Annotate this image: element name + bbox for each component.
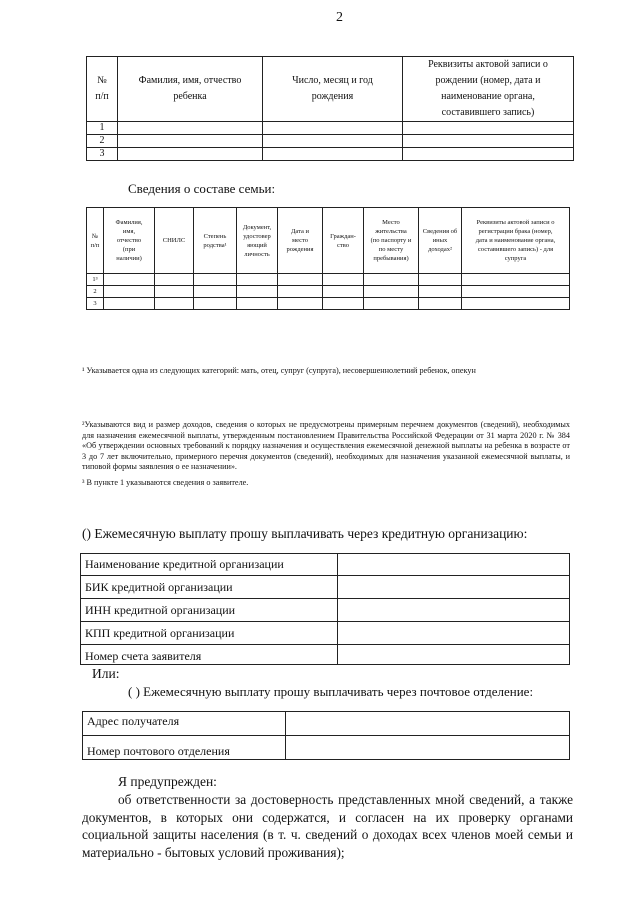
- table-cell[interactable]: [155, 298, 194, 310]
- table-cell[interactable]: [278, 274, 323, 286]
- footnote-2: ²Указываются вид и размер доходов, сведения о которых не предусмотрены примерным перечнем документов (сведений), необходимых для назначения ежемесячной выплаты, утвержденным постановлением Правительства Российской Федерации от 31 марта 2020 г. № 384 «Об утверждении основных требований к порядку назначения и осуществления ежемесячной денежной выплаты на ребенка в возрасте от 3 до 7 лет включительно, примерного перечня документов (сведений), необходимых для назначения указанной ежемесячной выплаты, и типовой формы заявления о ее назначении».: [82, 420, 570, 471]
- table-cell[interactable]: [323, 286, 364, 298]
- inn-field[interactable]: [338, 599, 570, 622]
- family-table: [86, 207, 570, 310]
- page-number: 2: [336, 10, 343, 25]
- credit-table: [80, 553, 570, 665]
- header-birth-date: Число, месяц и год рождения: [263, 57, 403, 122]
- table-cell[interactable]: [263, 148, 403, 161]
- table-cell[interactable]: [462, 298, 570, 310]
- post-table: [82, 711, 570, 760]
- family-heading: Сведения о составе семьи:: [128, 181, 276, 196]
- header-marriage-record: Реквизиты актовой записи о регистрации брака (номер, дата и наименование органа, составившего запись) - для супруга: [462, 208, 570, 274]
- table-cell[interactable]: [419, 298, 462, 310]
- table-cell[interactable]: [118, 135, 263, 148]
- post-office-label: Номер почтового отделения: [83, 736, 286, 760]
- table-cell[interactable]: [403, 135, 574, 148]
- post-office-field[interactable]: [286, 736, 570, 760]
- row-number: 2: [87, 135, 118, 148]
- bank-name-label: Наименование кредитной организации: [81, 554, 338, 576]
- address-field[interactable]: [286, 712, 570, 736]
- account-field[interactable]: [338, 645, 570, 665]
- table-cell[interactable]: [462, 286, 570, 298]
- header-snils: СНИЛС: [155, 208, 194, 274]
- responsibility-text: об ответственности за достоверность представленных мной сведений, а также документов, в которых они содержатся, и согласен на их проверку органами социальной защиты населения (в т. ч. сведений о доходах всех членов моей семьи и материально - бытовых условий проживания);: [82, 792, 573, 860]
- header-birth-date-place: Дата и место рождения: [278, 208, 323, 274]
- header-birth-record: Реквизиты актовой записи о рождении (номер, дата и наименование органа, составившего запись): [403, 57, 574, 122]
- table-cell[interactable]: [364, 274, 419, 286]
- footnote-3: ³ В пункте 1 указываются сведения о заявителе.: [82, 478, 249, 487]
- bank-name-field[interactable]: [338, 554, 570, 576]
- table-cell[interactable]: [364, 286, 419, 298]
- address-label: Адрес получателя: [83, 712, 286, 736]
- row-number: 1³: [87, 274, 104, 286]
- inn-label: ИНН кредитной организации: [81, 599, 338, 622]
- header-number: № п/п: [87, 57, 118, 122]
- table-cell[interactable]: [104, 298, 155, 310]
- or-text: Или:: [92, 666, 120, 681]
- footnote-1: ¹ Указывается одна из следующих категорий: мать, отец, супруг (супруга), несовершеннолетний ребенок, опекун: [82, 366, 476, 375]
- bik-label: БИК кредитной организации: [81, 576, 338, 599]
- table-cell[interactable]: [237, 298, 278, 310]
- header-child-name: Фамилия, имя, отчество ребенка: [118, 57, 263, 122]
- row-number: 3: [87, 148, 118, 161]
- credit-option-text[interactable]: () Ежемесячную выплату прошу выплачивать через кредитную организацию:: [82, 526, 528, 541]
- table-cell[interactable]: [194, 274, 237, 286]
- table-cell[interactable]: [118, 148, 263, 161]
- table-cell[interactable]: [104, 286, 155, 298]
- header-other-income: Сведения об иных доходах²: [419, 208, 462, 274]
- table-cell[interactable]: [403, 148, 574, 161]
- kpp-field[interactable]: [338, 622, 570, 645]
- warned-text: Я предупрежден:: [118, 774, 217, 789]
- header-citizenship: Граждан- ство: [323, 208, 364, 274]
- table-cell[interactable]: [194, 286, 237, 298]
- table-cell[interactable]: [278, 286, 323, 298]
- table-cell[interactable]: [237, 286, 278, 298]
- table-cell[interactable]: [462, 274, 570, 286]
- row-number: 2: [87, 286, 104, 298]
- table-cell[interactable]: [419, 286, 462, 298]
- table-cell[interactable]: [194, 298, 237, 310]
- header-id-document: Документ, удостовер яющий личность: [237, 208, 278, 274]
- table-cell[interactable]: [364, 298, 419, 310]
- table-cell[interactable]: [155, 286, 194, 298]
- account-label: Номер счета заявителя: [81, 645, 338, 665]
- table-cell[interactable]: [323, 298, 364, 310]
- table-cell[interactable]: [237, 274, 278, 286]
- table-cell[interactable]: [323, 274, 364, 286]
- header-number: № п/п: [87, 208, 104, 274]
- header-kinship: Степень родства¹: [194, 208, 237, 274]
- row-number: 3: [87, 298, 104, 310]
- row-number: 1: [87, 122, 118, 135]
- table-cell[interactable]: [118, 122, 263, 135]
- table-cell[interactable]: [403, 122, 574, 135]
- table-cell[interactable]: [155, 274, 194, 286]
- bik-field[interactable]: [338, 576, 570, 599]
- table-cell[interactable]: [263, 135, 403, 148]
- header-residence: Место жительства (по паспорту и по месту пребывания): [364, 208, 419, 274]
- kpp-label: КПП кредитной организации: [81, 622, 338, 645]
- table-cell[interactable]: [104, 274, 155, 286]
- table-cell[interactable]: [278, 298, 323, 310]
- table-cell[interactable]: [263, 122, 403, 135]
- table-cell[interactable]: [419, 274, 462, 286]
- children-table: [86, 56, 574, 161]
- post-option-text[interactable]: ( ) Ежемесячную выплату прошу выплачивать через почтовое отделение:: [128, 684, 534, 699]
- header-full-name: Фамилия, имя, отчество (при наличии): [104, 208, 155, 274]
